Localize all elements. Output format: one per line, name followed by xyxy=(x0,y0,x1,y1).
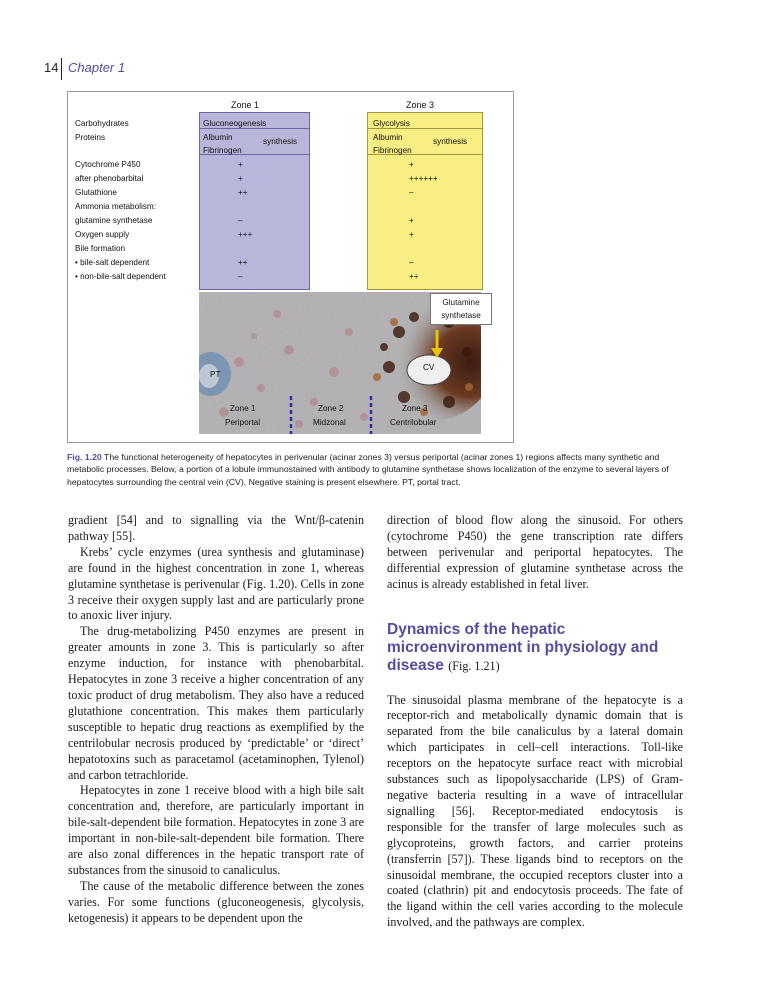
zone3-cell: ++ xyxy=(409,272,419,281)
zone3-heading: Zone 3 xyxy=(406,100,435,110)
paragraph: direction of blood flow along the sinusoid. For others (cytochrome P450) the gene transcription rate differs between perivenular and periportal hepatocytes. The differential expression of glutamine synthetase across the acinus is already established in fetal liver. xyxy=(387,513,683,591)
row-label: glutamine synthetase xyxy=(75,216,153,225)
caption-figure-id: Fig. 1.20 xyxy=(67,452,102,462)
figure-caption xyxy=(67,451,687,488)
row-label: • non-bile-salt dependent xyxy=(75,272,166,281)
zone3-cell: + xyxy=(409,216,414,225)
row-label: Cytochrome P450 xyxy=(75,160,141,169)
section-figure-reference: (Fig. 1.21) xyxy=(448,658,500,673)
row-label: Carbohydrates xyxy=(75,119,129,128)
paragraph: Hepatocytes in zone 1 receive blood with a high bile salt concentration and, therefore, are particularly important in bile-salt-dependent bile formation. Hepatocytes in zone 3 are important in non-bile-salt-dependent bile formation. There are also zonal differences in the hepatic transport rate of substances from the sinusoid to canaliculus. xyxy=(68,783,364,877)
zone1-cell: – xyxy=(238,272,243,281)
row-label: Bile formation xyxy=(75,244,126,253)
zone3-cell: – xyxy=(409,188,414,197)
right-column xyxy=(387,513,683,931)
row-label: Ammonia metabolism: xyxy=(75,202,156,211)
paragraph: The cause of the metabolic difference between the zones varies. For some functions (gluconeogenesis, glycolysis, ketogenesis) it appears to be dependent upon the xyxy=(68,878,364,925)
gs-label-line1: Glutamine xyxy=(442,298,480,307)
zone3-cell: Albumin xyxy=(373,133,403,142)
zone3-cell: Fibrinogen xyxy=(373,146,412,155)
paragraph: The sinusoidal plasma membrane of the hepatocyte is a receptor-rich and metabolically dynamic domain that is separated from the bile canaliculus by a lateral domain which participates in cell–cell interactions. Toll-like receptors on the hepatocyte surface react with microbial substances such as lipopolysaccharide (LPS) of Gram-negative bacteria resulting in a wave of intracellular signalling [56]. Receptor-mediated endocytosis is responsible for the transfer of large molecules such as glycoproteins, growth factors, and carrier proteins (transferrin [57]). These ligands bind to receptors on the sinusoidal membrane, the occupied receptors cluster into a coated (clathrin) pit and endocytosis proceeds. The fate of the ligand within the cell varies according to the molecule involved, and the pathways are complex. xyxy=(387,692,683,930)
portal-tract-label: PT xyxy=(210,370,221,379)
page-number: 14 xyxy=(44,60,59,75)
paragraph: The drug-metabolizing P450 enzymes are present in greater amounts in zone 3. This is particularly so after enzyme induction, for instance with phenobarbital. Hepatocytes in zone 3 receive a higher concentration of any toxic product of drug metabolism. They also have a reduced glutathione concentration. This makes them particularly susceptible to hepatic drug reactions as exemplified by the centrilobular necrosis produced by ‘predictable’ or ‘direct’ hepatotoxins such as paracetamol (acetaminophen, Tylenol) and carbon tetrachloride. xyxy=(68,624,364,782)
zone1-cell: +++ xyxy=(238,230,253,239)
caption-text: The functional heterogeneity of hepatocytes in perivenular (acinar zones 3) versus periportal (acinar zones 1) regions affects many synthetic and metabolic processes. Below, a portion of a lobule immunostained with antibody to glutamine synthetase shows localization of the enzyme to several layers of hepatocytes surrounding the central vein (CV). Negative staining is present elsewhere. PT, portal tract. xyxy=(67,452,669,487)
section-heading xyxy=(387,621,683,675)
zone3-cell: – xyxy=(409,258,414,267)
zone3-separator xyxy=(367,128,483,129)
paragraph: Krebs’ cycle enzymes (urea synthesis and glutaminase) are found in the highest concentration in zone 1, whereas glutamine synthetase is perivenular (Fig. 1.20). Cells in zone 3 receive their oxygen supply last and are particularly prone to anoxic liver injury. xyxy=(68,544,364,623)
zone1-cell: Gluconeogenesis xyxy=(203,119,267,128)
zone1-cell: + xyxy=(238,160,243,169)
row-label: after phenobarbital xyxy=(75,174,144,183)
row-label: Proteins xyxy=(75,133,106,142)
micro-zone3-label: Zone 3 xyxy=(402,404,428,413)
zone3-cell: Glycolysis xyxy=(373,119,410,128)
header-rule xyxy=(61,58,62,80)
micro-zone1-name: Periportal xyxy=(225,418,261,427)
left-column xyxy=(68,513,364,927)
micro-zone2-name: Midzonal xyxy=(313,418,346,427)
zone1-synthesis-label: synthesis xyxy=(263,137,298,146)
gs-label-line2: synthetase xyxy=(441,311,481,320)
zone3-synthesis-label: synthesis xyxy=(433,137,468,146)
row-label: Oxygen supply xyxy=(75,230,130,239)
zone1-separator xyxy=(199,128,310,129)
central-vein-label: CV xyxy=(423,363,435,372)
micro-zone1-label: Zone 1 xyxy=(230,404,256,413)
row-label: Glutathione xyxy=(75,188,117,197)
zone1-cell: Fibrinogen xyxy=(203,146,242,155)
zone1-cell: – xyxy=(238,216,243,225)
zone3-cell: ++++++ xyxy=(409,174,438,183)
zone1-cell: Albumin xyxy=(203,133,233,142)
zone1-cell: ++ xyxy=(238,188,248,197)
row-label: • bile-salt dependent xyxy=(75,258,150,267)
zone3-cell: + xyxy=(409,230,414,239)
micro-zone2-label: Zone 2 xyxy=(318,404,344,413)
micro-zone3-name: Centrilobular xyxy=(390,418,437,427)
zone1-cell: ++ xyxy=(238,258,248,267)
zone3-cell: + xyxy=(409,160,414,169)
zone1-heading: Zone 1 xyxy=(231,100,260,110)
paragraph: gradient [54] and to signalling via the Wnt/β-catenin pathway [55]. xyxy=(68,513,364,543)
glutamine-synthetase-label xyxy=(430,293,492,325)
section-title: Dynamics of the hepatic microenvironment in physiology and disease xyxy=(387,620,659,674)
zone1-cell: + xyxy=(238,174,243,183)
figure-1-20 xyxy=(67,91,514,443)
chapter-title: Chapter 1 xyxy=(68,60,126,75)
